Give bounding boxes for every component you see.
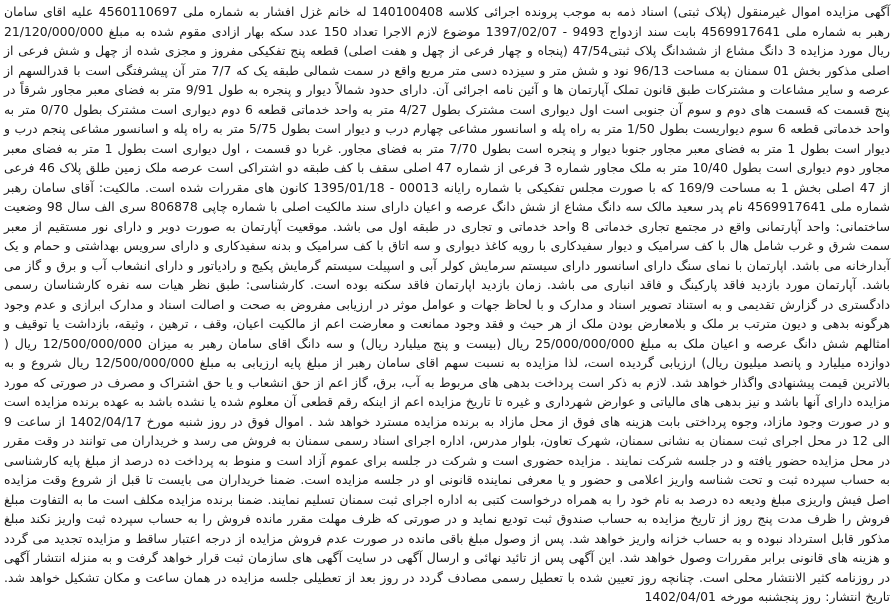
notice-body-text: آگهی مزایده اموال غیرمنقول (پلاک ثبتی) اسناد ذمه به موجب پرونده اجرائی کلاسه 140100408 له خانم غزل افشار به شماره ملی 4560110697 علیه اقای سامان رهبر به شماره ملی 4569917641 بابت سند ازدواج 9493 - 1397/02/07 موضوع لازم الاجرا تعداد 150 عدد سکه بهار ازادی مقوم شده به مبلغ 21/120/000/000 ریال مورد مزایده 3 دانگ مشاع از ششدانگ پلاک ثبتی47/54 (پنجاه و چهار فرعی از چهل و هفت اصلی) قطعه پنج تفکیکی مفروز و مجزی شده از چهل و شش فرعی از اصلی مذکور بخش 01 سمنان به مساحت 96/13 نود و شش متر و سیزده دسی متر مربع واقع در سمت شمالی طبقه یک که 7/7 متر آن پیشرفتگی است با قدرالسهم از عرصه و سایر مشاعات و مشترکات طبق قانون تملک آپارتمان ها و آئین نامه اجرائی آن. دارای حدود شمالاً دیوار و پنجره به طول 9/91 متر به فضای معبر مجاور شرقاً در پنج قسمت که قسمت های دوم و سوم آن جنوبی است اول دیواری است مشترک بطول 4/27 متر به واحد خدماتی قطعه 6 دوم دیواری است مشترک بطول 0/70 متر به واحد خدماتی قطعه 6 سوم دیواریست بطول 1/50 متر به راه پله و اسانسور مشاعی چهارم درب و دیوار است بطول 5/75 متر به راه پله و اسانسور مشاعی پنجم درب و دیوار است بطول 1 متر به فضای معبر مجاور جنوبا دیوار و پنجره است بطول 7/70 متر به فضای مجاور. غربا دو قسمت ، اول دیواری است بطول 1 متر به فضای معبر مجاور دوم دیواری است بطول 10/40 متر به ملک مجاور شماره 3 فرعی از شماره 47 اصلی سقف با کف طبقه دو اشتراکی است عرصه ملک زمین طلق پلاک 46 فرعی از 47 اصلی بخش 1 به مساحت 169/9 که با صورت مجلس تفکیکی با شماره رایانه 00013 - 1395/01/18 کانون های مقررات شده است. مالکیت: آقای سامان رهبر شماره ملی 4569917641 نام پدر سعید مالک سه دانگ مشاع از شش دانگ عرصه و اعیان دارای سند مالکیت اصلی با شماره چاپی 806878 سری الف سال 98 وضعیت ساختمانی: واحد آپارتمانی واقع در مجتمع تجاری خدماتی 8 واحد خدماتی و تجاری در طبقه اول می باشد. موقعیت آپارتمان به صورت دوبر و دارای نور مستقیم از معبر سمت شرق و غرب شامل هال با کف سرامیک و دیوار سفیدکاری با رویه کاغذ دیواری و سه اتاق با کف سرامیک و بدنه سفیدکاری و دارای سرویس بهداشتی و حمام و یک آبدارخانه می باشد. اپارتمان با نمای سنگ دارای اسانسور دارای سیستم سرمایش کولر آبی و اسپیلت سیستم گرمایش پکیج و رادیاتور و دارای انشعاب آب و برق و گاز می باشد. آپارتمان مورد بازدید فاقد پارکینگ و فاقد انباری می باشد. زمان بازدید اپارتمان فاقد سکنه بوده است. کارشناسی: طبق نظر هیات سه نفره کارشناسان رسمی دادگستری در گزارش تقدیمی و به استناد تصویر اسناد و مدارک و با لحاظ جهات و عوامل موثر در ارزیابی مفروض به صحت و اصالت اسناد و مدارک ابرازی و عدم وجود هرگونه بدهی و دیون مترتب بر ملک و بلامعارض بودن ملک از هر حیث و فقد وجود ممانعت و معارضت اعم از مالکیت اعیان، وقف ، ترهین ، وثیقه، بازداشت یا توقیف و امثالهم شش دانگ عرصه و اعیان ملک به مبلغ 25/000/000/000 ریال (بیست و پنج میلیارد ریال) و سه دانگ اقای سامان رهبر به میزان 12/500/000/000 ریال ( دوازده میلیارد و پانصد میلیون ریال) ارزیابی گردیده است، لذا مزایده به نسبت سهم اقای سامان رهبر از مبلغ پایه ارزیابی به مبلغ 12/500/000/000 ریال شروع و به بالاترین قیمت پیشنهادی واگذار خواهد شد. لازم به ذکر است پرداخت بدهی های مربوط به آب، برق، گاز اعم از حق انشعاب و یا حق اشتراک و مصرف در صورتی که مورد مزایده دارای آنها باشد و نیز بدهی های مالیاتی و عوارض شهرداری و غیره تا تاریخ مزایده اعم از اینکه رقم قطعی آن معلوم شده یا نشده باشد به عهده برنده مزایده است و در صورت وجود مازاد، وجوه پرداختی بابت هزینه های فوق از محل مازاد به برنده مزایده مسترد خواهد شد . اموال فوق در روز شنبه مورخ 1402/04/17 از ساعت 9 الی 12 در محل اجرای ثبت سمنان به نشانی سمنان، شهرک تعاون، بلوار مدرس، اداره اجرای اسناد رسمی سمنان به فروش می رسد و خریداران می توانند در وقت مقرر در محل مزایده حضور یافته و در جلسه شرکت نمایند . مزایده حضوری است و شرکت در جلسه برای عموم آزاد است و منوط به پرداخت ده درصد از مبلغ پایه کارشناسی به حساب سپرده ثبت و تحت شناسه واریز اعلامی و حضور و یا معرفی نماینده قانونی او در جلسه مزایده است. ضمنا خریداران می بایست تا قبل از شروع وقت مزایده اصل فیش واریزی مبلغ ودیعه ده درصد به نام خود را به همراه درخواست کتبی به اداره اجرای ثبت سمنان تسلیم نمایند. ضمنا برنده مزایده مکلف است ما به التفاوت مبلغ فروش را ظرف مدت پنج روز از تاریخ مزایده به حساب صندوق ثبت تودیع نماید و در صورتی که ظرف مهلت مقرر مانده فروش را به حساب سپرده ثبت واریز نکند مبلغ مذکور قابل استرداد نبوده و به حساب خزانه واریز خواهد شد. پس از وصول مبلغ باقی مانده در صورت عدم فروش مزایده از درجه اعتبار ساقط و مزایده تجدید می گردد و هزینه های قانونی برابر مقررات وصول خواهد شد. این آگهی پس از تائید نهائی و ارسال آگهی در سایت آگهی های سازمان ثبت قرار خواهد گرفت و به منزله انتشار آگهی در روزنامه کثیر الانتشار محلی است. چنانچه روز تعیین شده با تعطیل رسمی مصادف گردد در روز بعد از تعطیلی جلسه مزایده در همان ساعت و مکان تشکیل خواهد شد. تاریخ انتشار: روز پنجشنبه مورخه 1402/04/01 xyxy=(4,4,891,604)
auction-notice xyxy=(4,2,891,604)
